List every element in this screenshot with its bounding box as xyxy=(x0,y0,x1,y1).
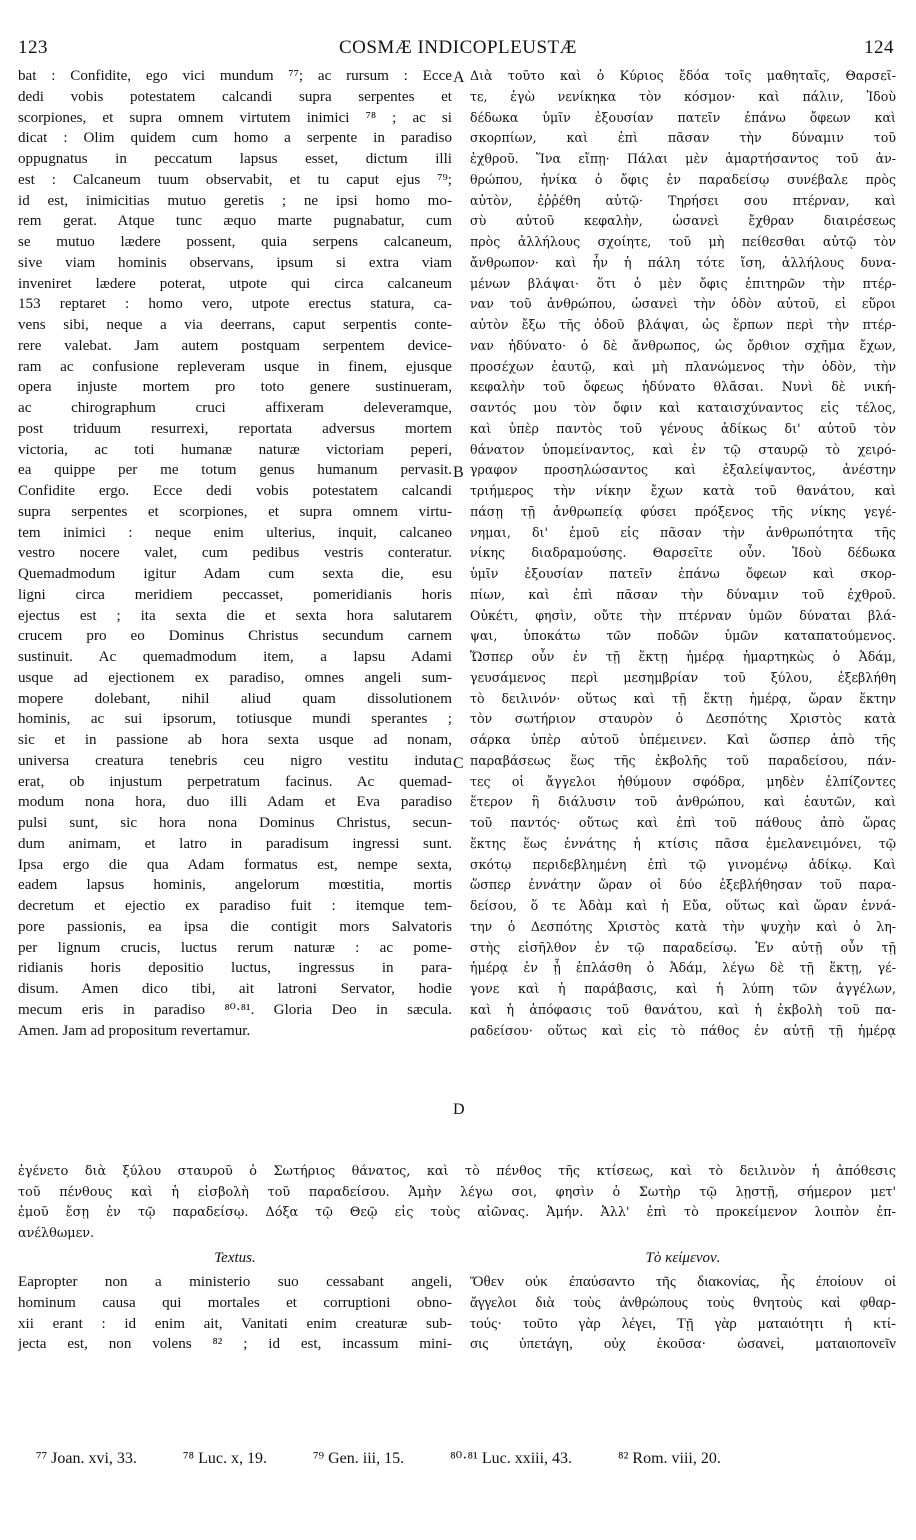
latin-line: Amen. Jam ad propositum revertamur. xyxy=(18,1022,251,1039)
margin-letter-d: D xyxy=(453,1101,465,1118)
running-header xyxy=(0,36,916,64)
greek-line: ἐμοῦ ἔσῃ ἐν τῷ παραδείσῳ. Δόξα τῷ Θεῷ εἰς τοὺς αἰῶνας. Ἀμήν. Ἀλλ' ἐπὶ τὸ προκείμενον λοιπὸν ἐπ- xyxy=(18,1205,896,1220)
latin-line: id est, inimicitias mutuo geretis ; ne ipsi homo mo- xyxy=(18,192,452,209)
greek-text-column xyxy=(470,1272,896,1355)
greek-line: ὑμῖν ἐξουσίαν πατεῖν ἐπάνω ὄφεων καὶ σκορ- xyxy=(470,566,896,581)
footnotes xyxy=(36,1448,876,1472)
latin-line: Confidite ergo. Ecce dedi vobis potestatem calcandi xyxy=(18,483,452,499)
greek-column xyxy=(470,66,896,1041)
latin-line: se mutuo lædere possent, quia serpens calcaneum, xyxy=(18,234,452,250)
latin-line: Quemadmodum igitur Adam cum sexta die, esu xyxy=(18,566,452,582)
latin-line: dicat : Olim quidem cum homo a serpente in paradiso xyxy=(18,130,452,147)
latin-line: eadem lapsus hominis, angelorum mœstitia, mortis xyxy=(18,877,452,894)
margin-letter-b: B xyxy=(453,464,464,481)
greek-line: νημαι, δι' ἐμοῦ εἰς πᾶσαν τὴν ἀνθρωπότητα τῆς xyxy=(470,524,896,540)
latin-line: erat, ob injustum perpetratum facinus. Ac quemad- xyxy=(18,773,452,790)
latin-line: sic et in passione ab hora sexta usque ad nonam, xyxy=(18,732,452,748)
section-heading-latin: Textus. xyxy=(214,1250,256,1266)
margin-letter-a: A xyxy=(453,69,465,86)
latin-line: crucem pro eo Dominus Christus secundum carnem xyxy=(18,628,452,645)
greek-line: πρὸς ἀλλήλους σχοίητε, τοῦ μὴ πείθεσθαι αὐτῷ τὸν xyxy=(470,234,896,249)
greek-line: τες οἱ ἄγγελοι ἠθύμουν σφόδρα, μηδὲν ἐλπίζοντες xyxy=(470,773,896,789)
latin-line: per lignum crucis, luctus rerum naturæ : ac pome- xyxy=(18,939,452,956)
running-title: COSMÆ INDICOPLEUSTÆ xyxy=(338,37,578,58)
greek-line: τούς· τοῦτο γὰρ λέγει, Τῇ γὰρ ματαιότητι ἡ κτί- xyxy=(470,1315,896,1332)
latin-line: sive viam hominis observans, ipsum si extra viam xyxy=(18,254,452,271)
greek-line: καὶ ὑπὲρ παντὸς τοῦ γένους ἀδίκως δι' αὐτοῦ τὸν xyxy=(470,420,896,436)
greek-line: ἄγγελοι διὰ τοὺς ἀνθρώπους τοὺς θνητοὺς καὶ φθαρ- xyxy=(470,1294,896,1311)
latin-line: hominum causa qui mortales et corruptioni obno- xyxy=(18,1294,452,1311)
latin-line: vens sibi, neque a via deerrans, caput serpentis conte- xyxy=(18,317,452,333)
greek-line: ἡμέρᾳ ἐν ᾗ ἐπλάσθη ὁ Ἀδάμ, λέγω δὲ τῇ ἕκτῃ, γέ- xyxy=(470,960,896,976)
latin-line: bat : Confidite, ego vici mundum ⁷⁷; ac rursum : Ecce xyxy=(18,68,452,84)
greek-line: σκορπίων, καὶ ἐπὶ πᾶσαν τὴν δύναμιν τοῦ xyxy=(470,130,896,146)
greek-line: θρώπου, ἡνίκα ὁ ὄφις ἐν παραδείσῳ συνέβαλε πρὸς xyxy=(470,171,896,187)
footnote: ⁷⁸ Luc. x, 19. xyxy=(182,1450,267,1467)
latin-line: vestro nocere valet, cum pedibus vestris conteratur. xyxy=(18,545,452,562)
greek-line: παραβάσεως ἕως τῆς ἐκβολῆς τοῦ παραδείσου, πάν- xyxy=(470,752,896,768)
greek-line: σὺ αὐτοῦ κεφαλὴν, ὡσανεὶ ἔχθραν διαιρέσεως xyxy=(470,213,896,229)
latin-line: pore passionis, ea ipsa die contigit mors Salvatoris xyxy=(18,918,452,935)
latin-line: 153 reptaret : homo vero, utpote erectus statura, ca- xyxy=(18,296,452,313)
footnote: ⁷⁷ Joan. xvi, 33. xyxy=(36,1450,137,1467)
page-number-left: 123 xyxy=(18,37,48,58)
latin-line: hominis, ac sui ipsorum, totiusque mundi sperantes ; xyxy=(18,711,452,728)
greek-line: Οὐκέτι, φησὶν, οὔτε τὴν πτέρναν ὑμῶν δύναται βλά- xyxy=(470,607,896,623)
latin-line: universa creatura tenebris ceu nigro vestitu induta xyxy=(18,752,452,769)
greek-line: σις ὑπετάγη, οὐχ ἑκοῦσα· ὡσανεὶ, ματαιοπονεῖν xyxy=(470,1336,896,1353)
full-width-greek-block xyxy=(18,1162,896,1244)
latin-line: ridianis horis depositio luctus, ingressus in para- xyxy=(18,960,452,977)
latin-line: ejectus est ; ita sexta die et sexta hora salutarem xyxy=(18,607,452,624)
greek-line: καὶ ἡ ἀπόφασις τοῦ θανάτου, καὶ ἡ ἐκβολὴ τοῦ πα- xyxy=(470,1001,896,1017)
latin-line: inveniret lædere poterat, utpote qui circa calcaneum xyxy=(18,275,452,292)
greek-line: ἕτερον ἢ διάλυσιν τοῦ ἀνθρώπου, καὶ ἑαυτῶν, καὶ xyxy=(470,794,896,810)
greek-line: Διὰ τοῦτο καὶ ὁ Κύριος ἔδόα τοῖς μαθηταῖς, Θαρσεῖ- xyxy=(470,68,896,83)
latin-line: ligni circa meridiem peccasset, pomeridianis horis xyxy=(18,586,452,603)
greek-line: κεφαλὴν τοῦ ὄφεως ἠδύνατο θλᾶσαι. Νυνὶ δὲ νική- xyxy=(470,379,896,395)
greek-line: θάνατον ὑπομείναντος, καὶ ἐν τῷ σταυρῷ τὸ χειρό- xyxy=(470,441,896,457)
footnote: ⁷⁹ Gen. iii, 15. xyxy=(312,1450,405,1467)
latin-line: rere valebat. Jam autem postquam serpentem device- xyxy=(18,337,452,354)
greek-line: τοῦ παντός· οὕτως καὶ ἐπὶ τοῦ πάθους ἀπὸ ὥρας xyxy=(470,815,896,830)
latin-line: dedi vobis potestatem calcandi supra serpentes et xyxy=(18,88,452,105)
greek-line: σαντός μου τὸν ὄφιν καὶ καταισχύναντος εἰς τέλος, xyxy=(470,400,896,415)
greek-line: τε, ἐγὼ νενίκηκα τὸν κόσμον· καὶ πάλιν, Ἰδοὺ xyxy=(470,88,896,104)
latin-line: disum. Amen dico tibi, ait latroni Servator, hodie xyxy=(18,981,452,997)
greek-line: ραδείσου· οὕτως καὶ εἰς τὸ πάθος ἐν αὐτῇ τῇ ἡμέρᾳ xyxy=(470,1022,896,1038)
latin-line: tem inimici : neque enim ulterius, inquit, calcaneo xyxy=(18,524,452,541)
greek-line: δέδωκα ὑμῖν ἐξουσίαν πατεῖν ἐπάνω ὄφεων καὶ xyxy=(470,109,896,125)
greek-line: στὴς εἰσῆλθον ἐν τῷ παραδείσῳ. Ἐν αὐτῇ οὖν τῇ xyxy=(470,939,896,955)
latin-line: jecta est, non volens ⁸² ; id est, incassum mini- xyxy=(18,1336,452,1353)
footnote: ⁸⁰·⁸¹ Luc. xxiii, 43. xyxy=(450,1450,573,1467)
greek-line: τοῦ πένθους καὶ ἡ εἰσβολὴ τοῦ παραδείσου. Ἀμὴν λέγω σοι, φησὶν ὁ Σωτὴρ τῷ λῃστῇ, σήμερον μετ' xyxy=(18,1184,896,1200)
footnote: ⁸² Rom. viii, 20. xyxy=(618,1450,721,1467)
greek-line: ἕκτης ἕως ἐννάτης ἡ κτίσις πᾶσα ἐμελανειμόνει, τῷ xyxy=(470,835,896,851)
greek-line: πίων, καὶ ἐπὶ πᾶσαν τὴν δύναμιν τοῦ ἐχθροῦ. xyxy=(470,586,896,602)
latin-line: decretum et ejectio ex paradiso fuit : itemque tem- xyxy=(18,898,452,914)
greek-line: ναν τοῦ ἀνθρώπου, ὡσανεὶ τὴν ὁδὸν αὐτοῦ, εἰ εὕροι xyxy=(470,296,896,312)
latin-line: scorpiones, et supra omnem virtutem inimici ⁷⁸ ; ac si xyxy=(18,109,452,126)
greek-line: ὥσπερ ἐννάτην ὥραν οἱ δύο ἐξεβλήθησαν τοῦ παρα- xyxy=(470,877,896,893)
greek-line: ἄνθρωπον· καὶ ἦν ἡ πάλη τότε ἴση, ἀλλήλους δυνα- xyxy=(470,254,896,270)
greek-line: σάρκα ὑπὲρ αὐτοῦ ὑπέμεινεν. Καὶ ὥσπερ ἀπὸ τῆς xyxy=(470,732,896,747)
latin-text-column xyxy=(18,1272,452,1355)
latin-line: Eapropter non a ministerio suo cessabant angeli, xyxy=(18,1274,452,1290)
latin-line: xii erant : id enim ait, Vanitati enim creaturæ sub- xyxy=(18,1315,452,1332)
latin-line: rem gerat. Atque tunc æquo marte pugnabatur, cum xyxy=(18,213,452,230)
latin-line: dum animam, et latro in paradisum ingressi sunt. xyxy=(18,835,452,852)
latin-column xyxy=(18,66,452,1041)
greek-line: δείσου, ὅ τε Ἀδὰμ καὶ ἡ Εὔα, οὕτως καὶ ὥραν ἐννά- xyxy=(470,898,896,913)
margin-letter-c: C xyxy=(453,755,464,772)
greek-line: μένων βλάψαι· ὅτι ὁ μὲν ὄφις ἐπιτηρῶν τὴν πτέρ- xyxy=(470,275,896,291)
latin-line: modum nona hora, duo illi Adam et Eva paradiso xyxy=(18,794,452,811)
greek-line: γραφον προσηλώσαντος καὶ ἐξαλείψαντος, ἀνέστην xyxy=(470,462,896,478)
greek-line: ἐχθροῦ. Ἵνα εἴπῃ· Πάλαι μὲν ἁμαρτήσαντος τοῦ ἀν- xyxy=(470,151,896,166)
greek-line: τὸν σωτήριον σταυρὸν ὁ Δεσπότης Χριστὸς κατὰ xyxy=(470,711,896,727)
greek-line: τὸ δειλινόν· οὕτως καὶ τῇ ἕκτῃ ἡμέρᾳ, ὥραν ἕκτην xyxy=(470,690,896,706)
latin-line: opera injuste mortem pro toto genere sustinueram, xyxy=(18,379,452,396)
greek-line: γονε καὶ ἡ παράβασις, καὶ ἡ λύπη τῶν ἀγγέλων, xyxy=(470,981,896,996)
greek-line: σκότῳ περιδεβλημένη ἐπὶ τῷ γινομένῳ ἀδίκῳ. Καὶ xyxy=(470,856,896,872)
latin-line: supra serpentes et scorpiones, et supra omnem virtu- xyxy=(18,503,452,520)
greek-line: την ὁ Δεσπότης Χριστὸς κατὰ τὴν ψυχὴν καὶ ὁ λη- xyxy=(470,918,896,934)
greek-line: αὐτὸν ἔξω τῆς ὁδοῦ βλάψαι, ὡς ἕρπων περὶ τὴν πτέρ- xyxy=(470,317,896,332)
greek-line: ψαι, ὑποκάτω τῶν ποδῶν ὑμῶν καταπατούμενος. xyxy=(470,628,896,644)
greek-line: αὐτὸν, ἐῤῥέθη αὐτῷ· Τηρήσει σου πτέρναν, καὶ xyxy=(470,192,896,208)
section-heading-greek: Τὸ κείμενον. xyxy=(645,1250,721,1266)
page-number-right: 124 xyxy=(864,37,894,58)
latin-line: pulsi sunt, sic hora nona Dominus Christus, secun- xyxy=(18,815,452,831)
latin-line: ac chirographum cruci affixeram deleveramque, xyxy=(18,400,452,416)
latin-line: usque ad ejectionem ex paradiso, omnes angeli sum- xyxy=(18,669,452,686)
greek-line: τριήμερος τὴν νίκην ἔχων κατὰ τοῦ θανάτου, καὶ xyxy=(470,483,896,498)
greek-line: Ὅθεν οὐκ ἐπαύσαντο τῆς διακονίας, ἧς ἐποίουν οἱ xyxy=(470,1274,896,1290)
latin-line: Ipsa ergo die qua Adam formatus est, nempe sexta, xyxy=(18,856,452,873)
latin-line: oppugnatus in peccatum lapsus esset, dictum illi xyxy=(18,151,452,167)
latin-line: post triduum resurrexi, reportata adversus mortem xyxy=(18,420,452,437)
greek-line: νίκης διαδραμούσης. Θαρσεῖτε οὖν. Ἰδοὺ δέδωκα xyxy=(470,545,896,561)
latin-line: mecum eris in paradiso ⁸⁰·⁸¹. Gloria Deo in sæcula. xyxy=(18,1001,452,1018)
latin-line: ea quippe per me totum genus humanum pervasit. xyxy=(18,462,452,479)
greek-line: γευσάμενος περὶ μεσημβρίαν τοῦ ξύλου, ἐξεβλήθη xyxy=(470,669,896,685)
greek-line: πάσῃ τῇ ἀνθρωπείᾳ φύσει πρόξενος τῆς νίκης γεγέ- xyxy=(470,503,896,519)
greek-line: προσέχων ἑαυτῷ, καὶ μὴ πλανώμενος τὴν ὁδὸν, τὴν xyxy=(470,358,896,374)
greek-line: ανέλθωμεν. xyxy=(18,1225,95,1241)
latin-line: mopere dolebant, nihil aliud quam dissolutionem xyxy=(18,690,452,707)
greek-line: ναν ἠδύνατο· ὁ δὲ ἄνθρωπος, ὡς ὄρθιον σχῆμα ἔχων, xyxy=(470,337,896,353)
latin-line: sustinuit. Ac quemadmodum item, a lapsu Adami xyxy=(18,649,452,665)
greek-line: ἐγένετο διὰ ξύλου σταυροῦ ὁ Σωτήριος θάνατος, καὶ τὸ πένθος τῆς κτίσεως, καὶ τὸ δειλινὸν ἡ ἀπόθεσις xyxy=(18,1164,896,1179)
latin-line: victoria, ac toti humanæ naturæ victoriam peperi, xyxy=(18,441,452,458)
greek-line: Ὥσπερ οὖν ἐν τῇ ἕκτῃ ἡμέρᾳ ἡμαρτηκὼς ὁ Ἀδάμ, xyxy=(470,649,896,664)
latin-line: est : Calcaneum tuum observabit, et tu caput ejus ⁷⁹; xyxy=(18,171,452,188)
latin-line: ram ac confusione repleveram usque in finem, ejusque xyxy=(18,358,452,375)
